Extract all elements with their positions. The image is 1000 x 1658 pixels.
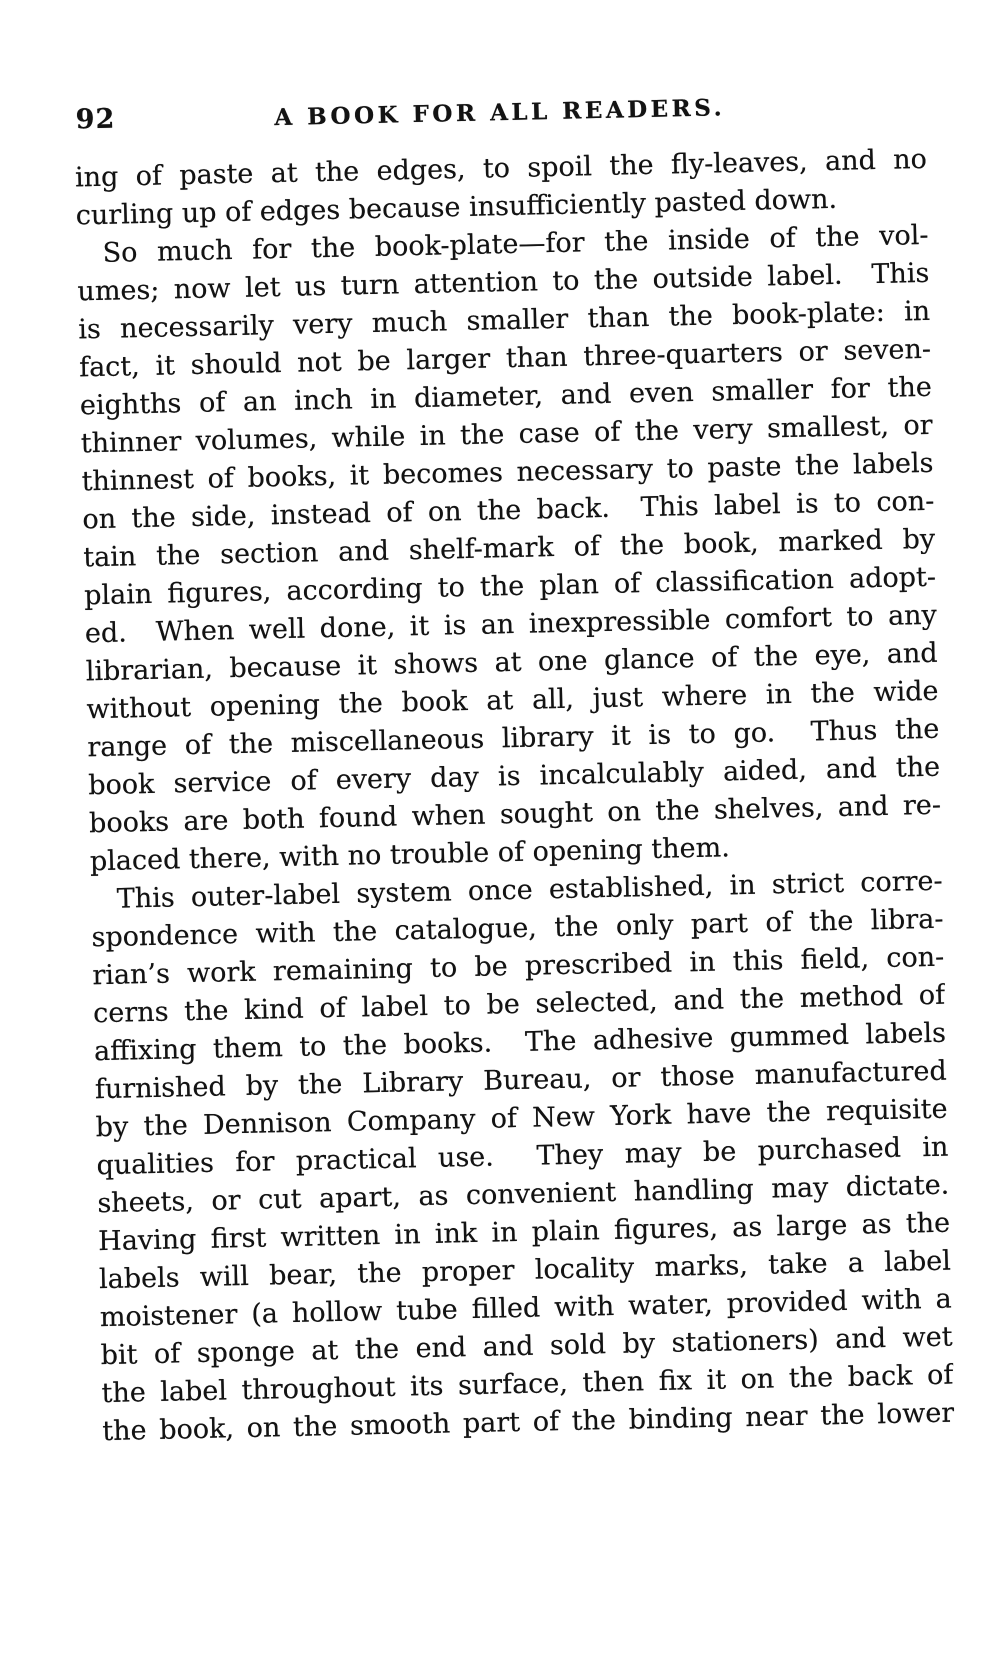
text-line: on the side, instead of on the back. This label is to con- (82, 485, 935, 536)
text-line: So much for the book-plate—for the inside of the vol- (102, 219, 929, 269)
page-header (73, 86, 926, 141)
text-line: placed there, with no trouble of opening them. (89, 832, 731, 878)
text-line: is necessarily very much smaller than the book-plate: in (77, 295, 931, 346)
text-line: book service of every day is incalculably aided, and the (87, 751, 941, 802)
text-line: sheets, or cut apart, as convenient handling may dictate. (97, 1169, 950, 1220)
text-line: fact, it should not be larger than three-quarters or seven- (78, 333, 932, 384)
text-line: range of the miscellaneous library it is to go. Thus the (87, 713, 940, 764)
text-line: cerns the kind of label to be selected, and the method of (92, 979, 946, 1030)
text-line: eighths of an inch in diameter, and even smaller for the (79, 371, 933, 422)
text-line: moistener (a hollow tube filled with water, provided with a (99, 1283, 953, 1334)
text-line: librarian, because it shows at one glance of the eye, and (85, 637, 938, 688)
text-line: umes; now let us turn attention to the outside label. This (77, 257, 930, 308)
text-line: spondence with the catalogue, the only part of the libra- (91, 903, 944, 954)
text-line: thinner volumes, while in the case of the very smallest, or (80, 409, 933, 460)
scanned-text-block (73, 86, 954, 1451)
text-line: curling up of edges because insufficiently pasted down. (75, 183, 838, 232)
text-line: thinnest of books, it becomes necessary to paste the labels (81, 447, 934, 498)
text-line: affixing them to the books. The adhesive gummed labels (93, 1017, 947, 1068)
text-line: books are both found when sought on the shelves, and re- (88, 789, 942, 840)
text-line: the book, on the smooth part of the binding near the lower (102, 1397, 955, 1448)
text-line: without opening the book at all, just where in the wide (86, 675, 939, 726)
text-line: rian’s work remaining to be prescribed in this field, con- (92, 941, 945, 992)
text-line: tain the section and shelf-mark of the book, marked by (82, 523, 936, 574)
text-line: labels will bear, the proper locality marks, take a label (98, 1245, 952, 1296)
text-line: furnished by the Library Bureau, or those manufactured (94, 1055, 948, 1106)
text-line: qualities for practical use. They may be purchased in (96, 1131, 949, 1182)
text-line: bit of sponge at the end and sold by stationers) and wet (100, 1321, 953, 1372)
text-line: ed. When well done, it is an inexpressible comfort to any (84, 599, 938, 650)
page-body (75, 141, 955, 1451)
text-line: Having first written in ink in plain figures, as large as the (97, 1207, 951, 1258)
text-line: plain figures, according to the plan of classification adopt- (83, 561, 937, 612)
text-line: ing of paste at the edges, to spoil the fly-leaves, and no (74, 143, 928, 194)
text-line: the label throughout its surface, then fix it on the back of (101, 1359, 954, 1410)
text-line: This outer-label system once established, in strict corre- (116, 865, 943, 915)
text-line: by the Dennison Company of New York have the requisite (95, 1093, 948, 1144)
running-title: A BOOK FOR ALL READERS. (274, 94, 726, 132)
page-number: 92 (75, 103, 116, 136)
